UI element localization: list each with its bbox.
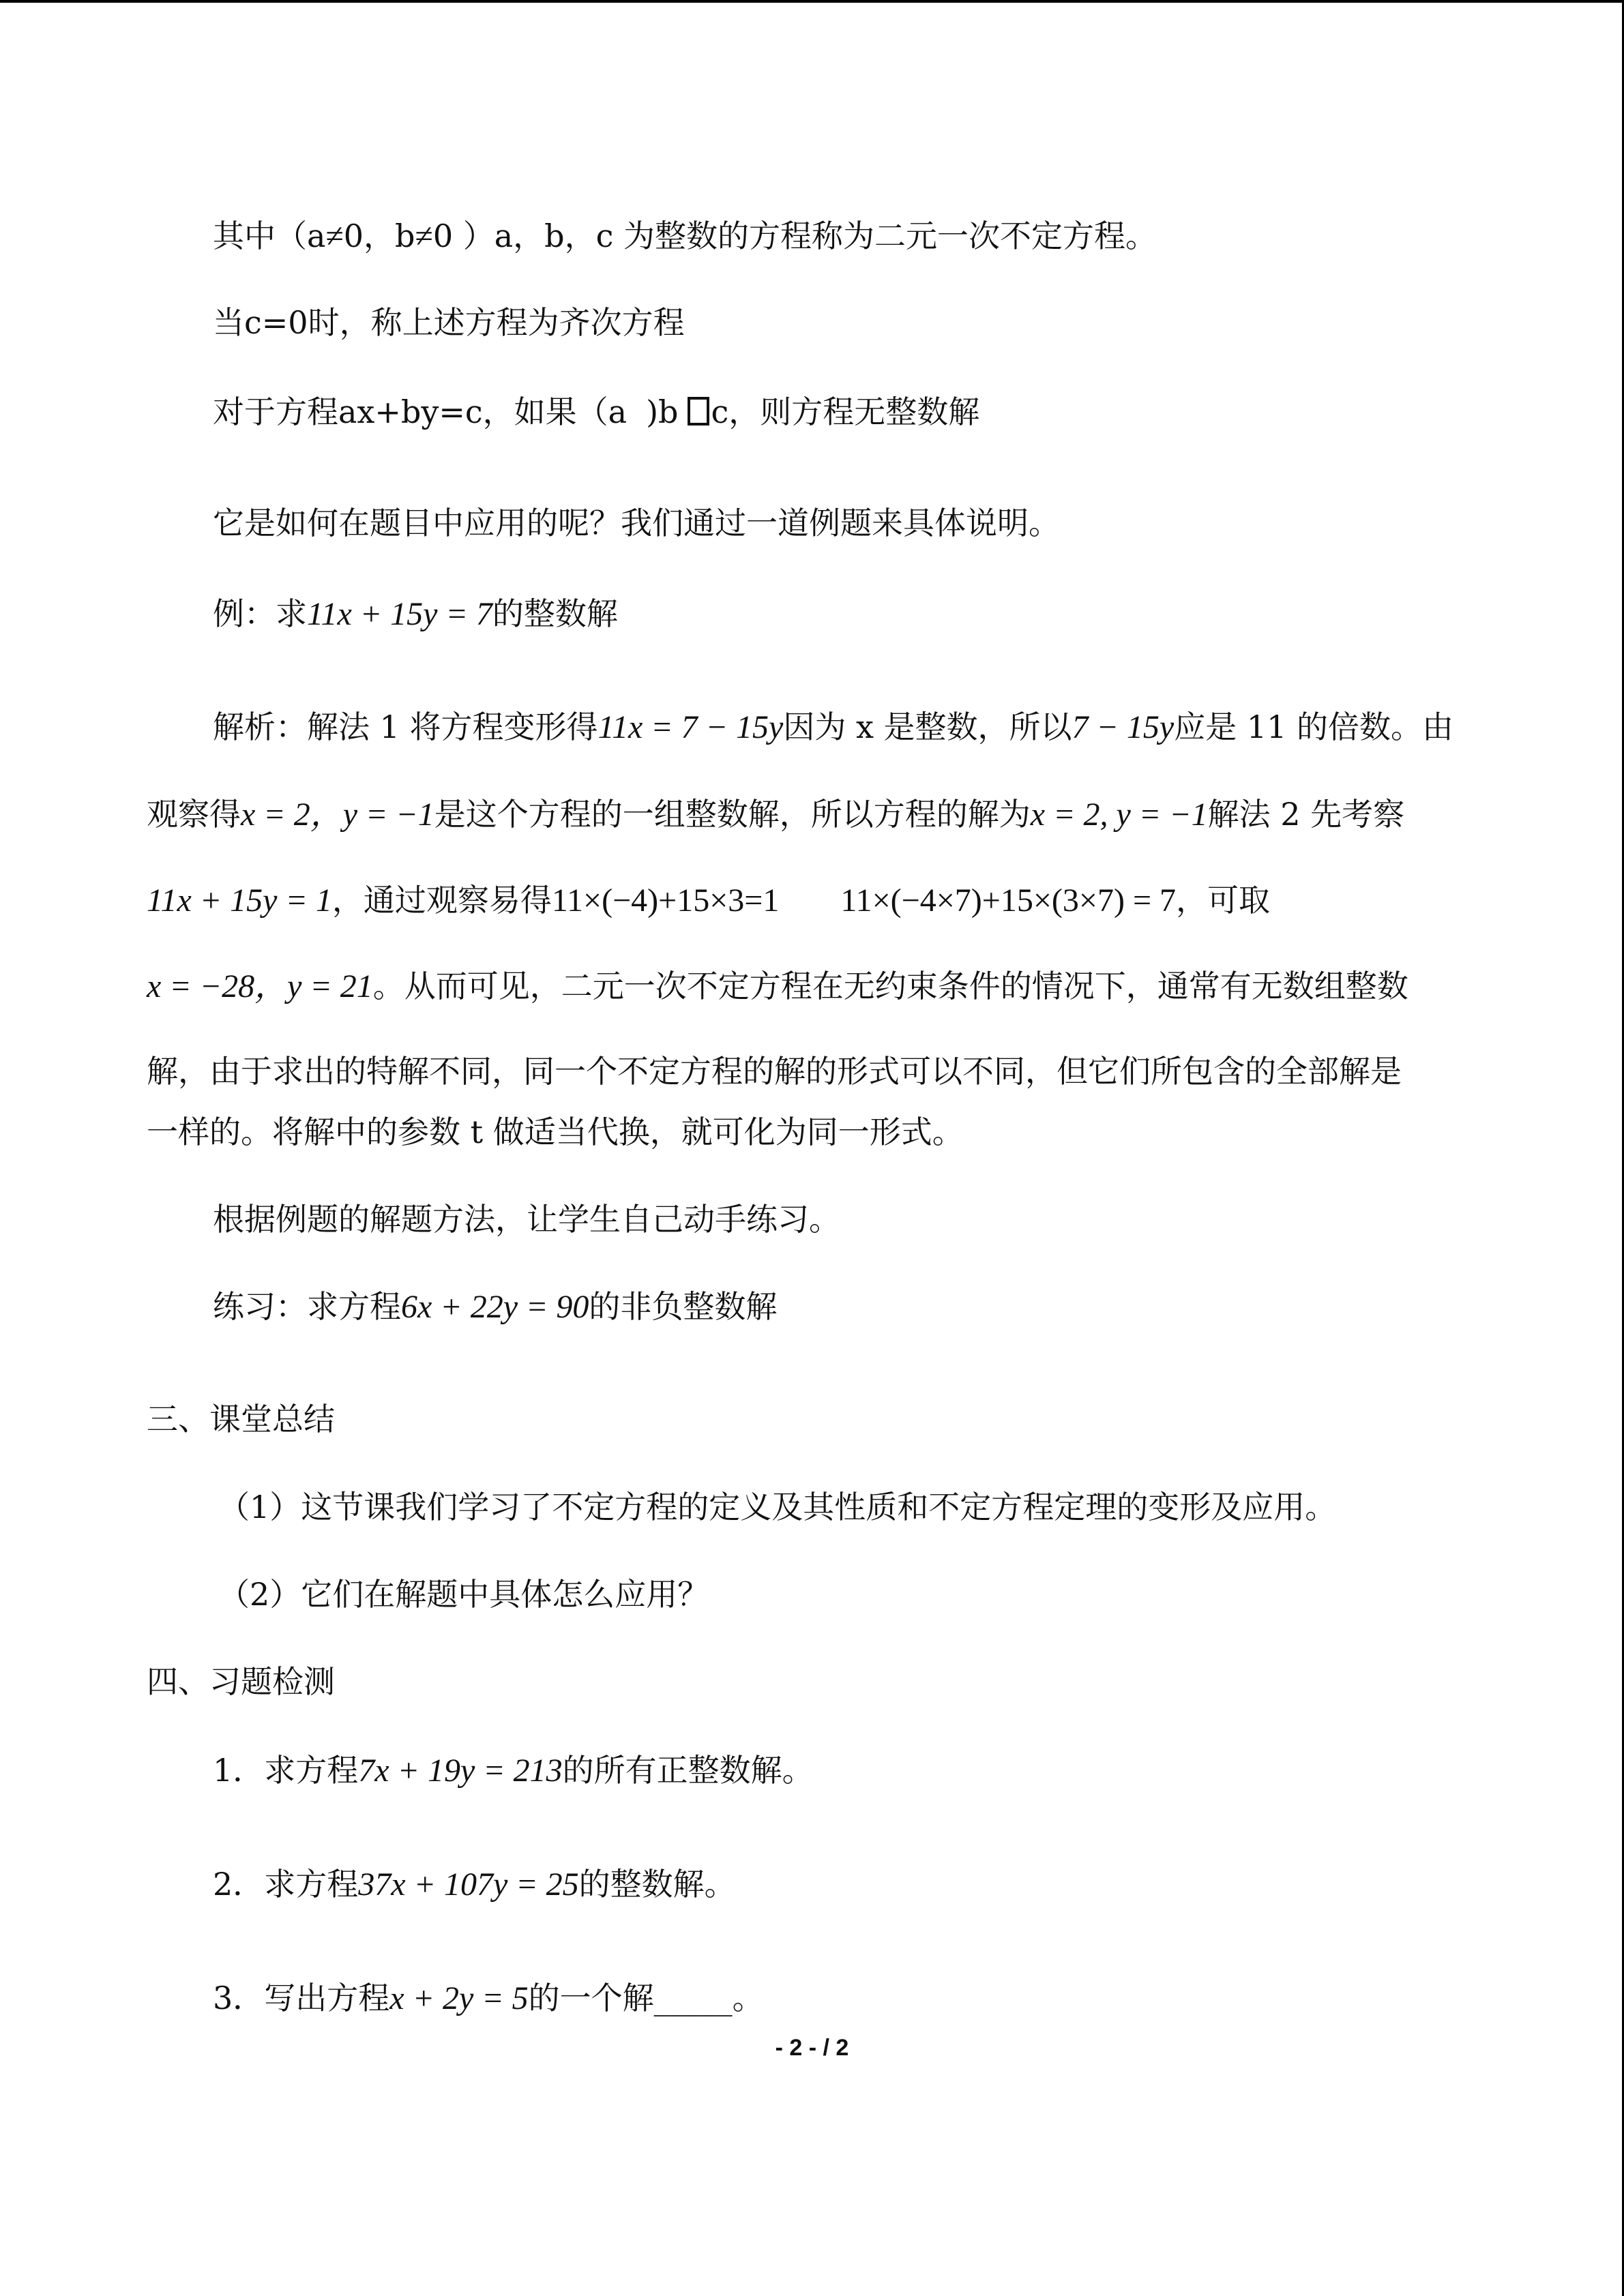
summary-item-1: （1）这节课我们学习了不定方程的定义及其性质和不定方程定理的变形及应用。	[218, 1489, 1337, 1525]
text: 0 ）a，b，c 为整数的方程称为二元一次不定方程。	[432, 218, 1157, 254]
text: 的非负整数解	[589, 1288, 778, 1325]
equation: x = 2, y = −1	[1030, 796, 1208, 833]
equation: 7 − 15y	[1072, 709, 1175, 745]
text: c	[711, 393, 729, 430]
text: 对于方程ax+by=c，如果（a	[213, 393, 628, 430]
summary-item-2: （2）它们在解题中具体怎么应用？	[218, 1576, 709, 1613]
equation: 7x + 19y = 213	[358, 1753, 563, 1789]
text: 。从而可见，二元一次不定方程在无约束条件的情况下，通常有无数组整数	[372, 968, 1408, 1004]
exercise-3	[213, 1978, 764, 2019]
definition-paragraph	[213, 215, 1157, 257]
text: 的整数解。	[578, 1866, 736, 1903]
text: 1．求方程	[213, 1752, 359, 1789]
text: ，通过观察易得	[331, 882, 552, 919]
no-solution-paragraph	[213, 391, 979, 432]
text: 解法 2 先考察	[1207, 796, 1405, 833]
equation: 11x + 15y = 1	[147, 882, 332, 919]
page-number: - 2 - / 2	[775, 2035, 849, 2061]
text: 观察得	[147, 796, 241, 833]
text: 的所有正整数解。	[562, 1752, 814, 1789]
equation: 11x + 15y = 7	[307, 596, 492, 632]
text: 解析：解法 1 将方程变形得	[213, 709, 598, 745]
text: 其中（a	[213, 218, 326, 254]
text: ，则方程无整数解	[728, 393, 980, 430]
equation: 37x + 107y = 25	[358, 1866, 579, 1903]
top-border-line	[0, 0, 1624, 3]
text: 练习：求方程	[213, 1288, 401, 1325]
text: ，可取	[1176, 882, 1271, 919]
text: 2．求方程	[213, 1866, 359, 1903]
text: 的整数解	[492, 595, 618, 632]
method-paragraph: 根据例题的解题方法，让学生自己动手练习。	[213, 1201, 840, 1238]
intro-paragraph: 它是如何在题目中应用的呢？我们通过一道例题来具体说明。	[213, 505, 1060, 541]
exercise-2	[213, 1864, 736, 1905]
text: 的一个解_____。	[528, 1980, 764, 2016]
analysis-line-4	[147, 966, 1408, 1007]
analysis-line-2	[147, 794, 1404, 835]
text: 例：求	[213, 595, 307, 632]
equation: 11×(−4)+15×3=1	[551, 882, 780, 919]
not-equal-symbol: ≠	[325, 218, 344, 254]
equation: x + 2y = 5	[389, 1980, 529, 2016]
not-equal-symbol: ≠	[415, 218, 433, 254]
text: 应是 11 的倍数。由	[1174, 709, 1454, 745]
section-heading-exercises: 四、习题检测	[147, 1663, 335, 1700]
equation: x = −28，y = 21	[147, 968, 373, 1004]
analysis-line-6: 一样的。将解中的参数 t 做适当代换，就可化为同一形式。	[147, 1114, 964, 1150]
equation: 6x + 22y = 90	[401, 1289, 589, 1325]
analysis-line-1	[213, 706, 1453, 748]
equation: 11x = 7 − 15y	[597, 709, 784, 745]
section-heading-summary: 三、课堂总结	[147, 1401, 335, 1437]
missing-glyph-box	[688, 397, 709, 426]
text: 0，b	[343, 218, 415, 254]
example-paragraph	[213, 593, 618, 635]
homogeneous-paragraph: 当c=0时，称上述方程为齐次方程	[213, 304, 685, 341]
text: 因为 x 是整数，所以	[783, 709, 1072, 745]
practice-paragraph	[213, 1286, 777, 1328]
equation: 11×(−4×7)+15×(3×7) = 7	[840, 882, 1177, 919]
exercise-1	[213, 1750, 814, 1791]
text: 3．写出方程	[213, 1980, 390, 2016]
equation: x = 2，y = −1	[241, 796, 434, 833]
text: )b	[646, 393, 679, 430]
analysis-line-3	[147, 880, 1270, 921]
analysis-line-5: 解，由于求出的特解不同，同一个不定方程的解的形式可以不同，但它们所包含的全部解是	[147, 1053, 1402, 1090]
text: 是这个方程的一组整数解，所以方程的解为	[434, 796, 1031, 833]
